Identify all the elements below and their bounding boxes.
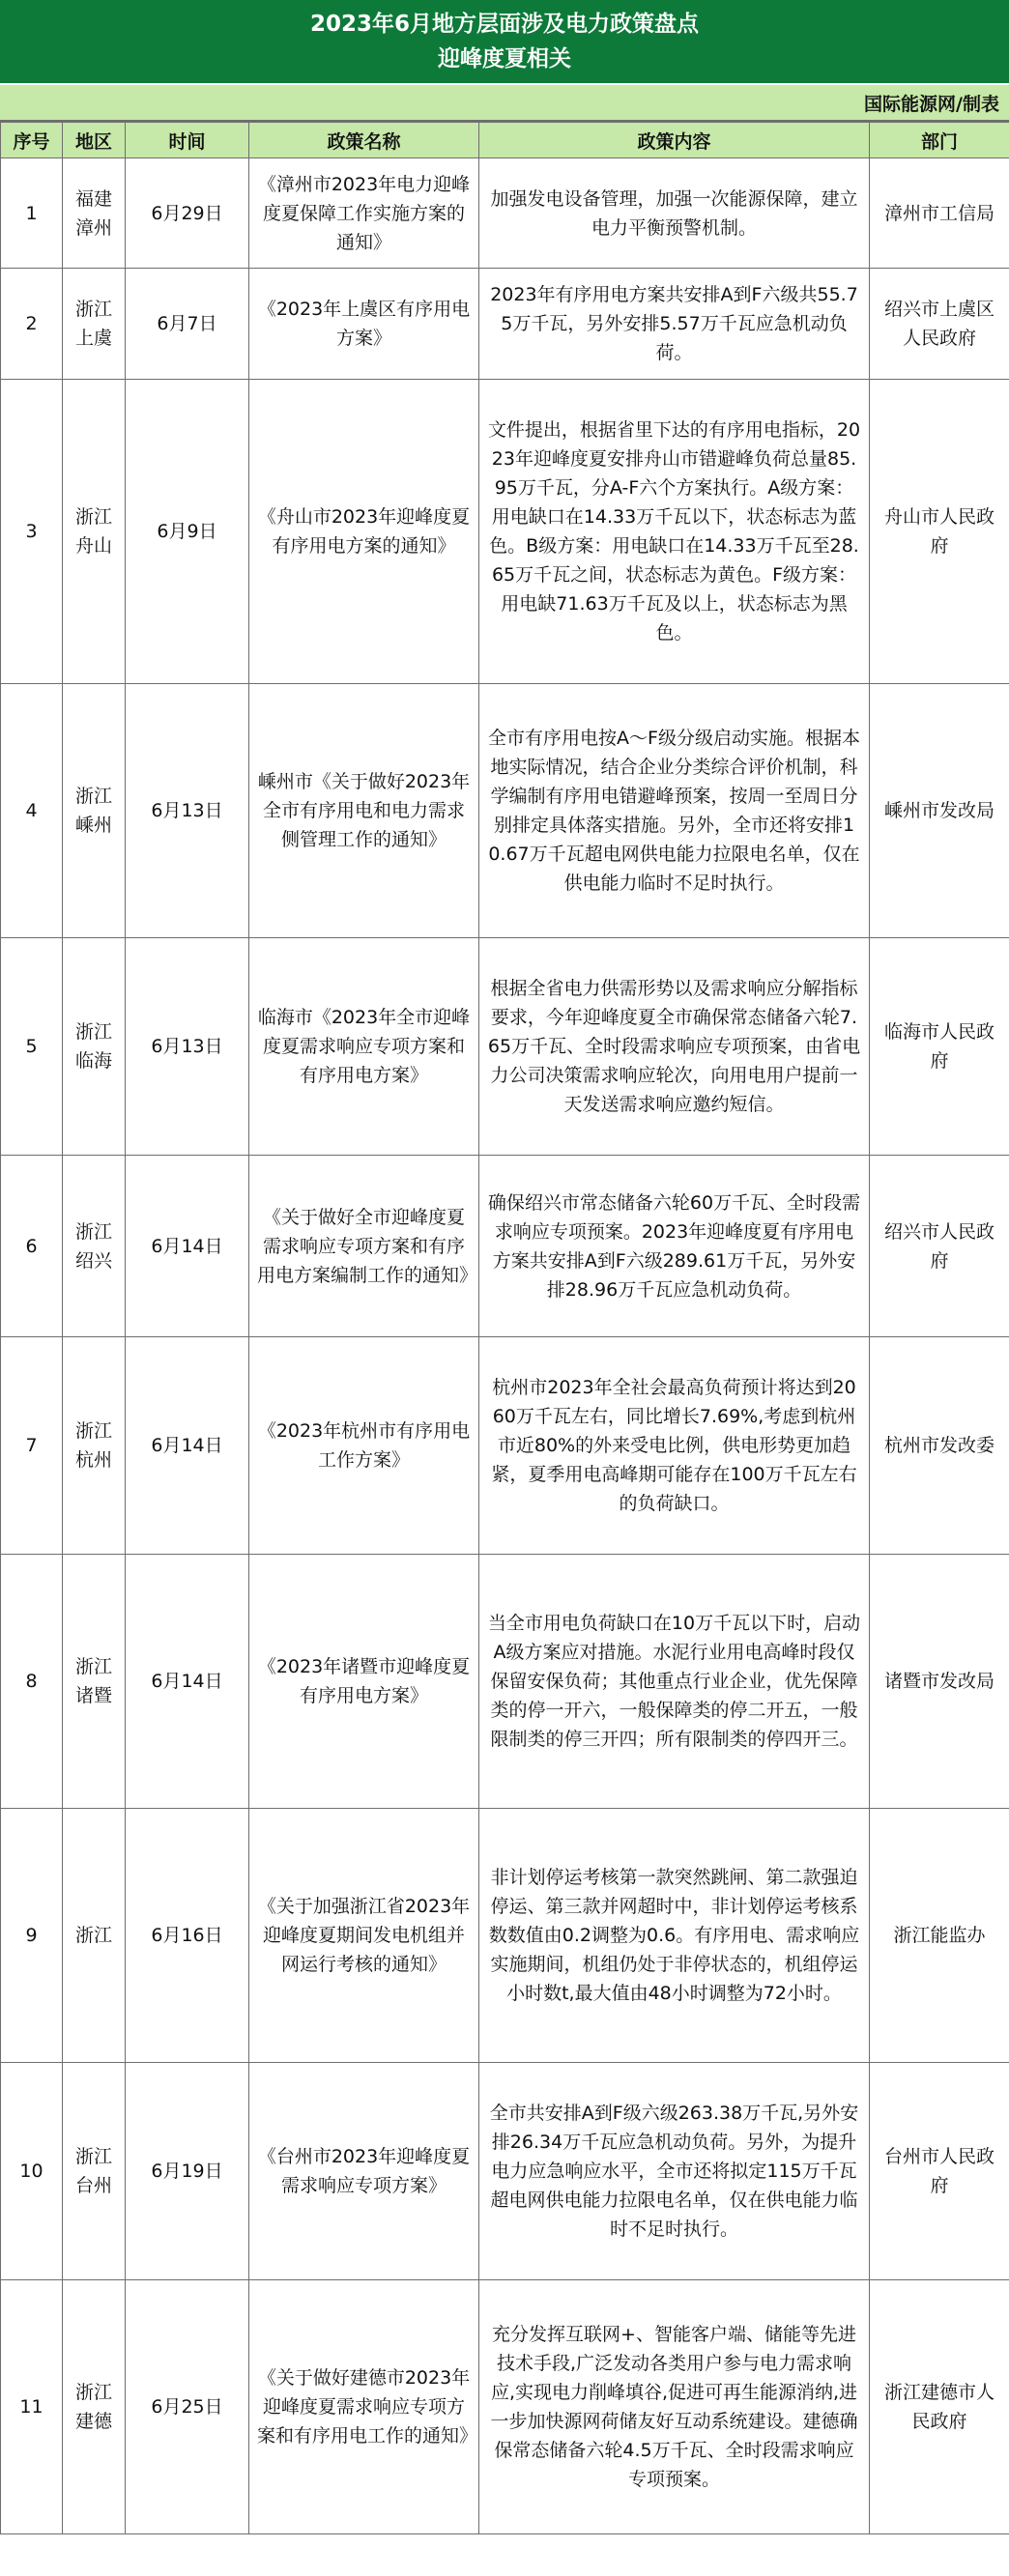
title-banner [0,0,1009,85]
cell-content: 杭州市2023年全社会最高负荷预计将达到2060万千瓦左右，同比增长7.69%,考虑到杭州市近80%的外来受电比例，供电形势更加趋紧，夏季用电高峰期可能存在100万千瓦左右的负荷缺口。 [479,1337,870,1555]
table-row [1,158,1009,269]
cell-date: 6月13日 [126,684,249,938]
cell-date: 6月29日 [126,158,249,269]
source-credit: 国际能源网/制表 [864,93,999,115]
cell-no: 7 [1,1337,63,1555]
table-header-row [1,123,1009,158]
cell-region: 浙江绍兴 [63,1156,126,1337]
cell-no: 8 [1,1555,63,1809]
policy-table [0,122,1009,2534]
table-row [1,2280,1009,2534]
cell-content: 确保绍兴市常态储备六轮60万千瓦、全时段需求响应专项预案。2023年迎峰度夏有序用电方案共安排A到F六级289.61万千瓦，另外安排28.96万千瓦应急机动负荷。 [479,1156,870,1337]
page-title: 2023年6月地方层面涉及电力政策盘点 [309,12,700,37]
cell-region: 浙江诸暨 [63,1555,126,1809]
cell-content: 当全市用电负荷缺口在10万千瓦以下时，启动A级方案应对措施。水泥行业用电高峰时段仅保留安保负荷；其他重点行业企业，优先保障类的停一开六，一般保障类的停二开五，一般限制类的停三开四；所有限制类的停四开三。 [479,1555,870,1809]
cell-region: 浙江 [63,1809,126,2063]
cell-name: 《关于加强浙江省2023年迎峰度夏期间发电机组并网运行考核的通知》 [249,1809,479,2063]
cell-name: 《2023年诸暨市迎峰度夏有序用电方案》 [249,1555,479,1809]
source-bar [0,85,1009,122]
table-body [1,158,1009,2534]
cell-region: 浙江嵊州 [63,684,126,938]
cell-no: 1 [1,158,63,269]
cell-content: 根据全省电力供需形势以及需求响应分解指标要求，今年迎峰度夏全市确保常态储备六轮7.65万千瓦、全时段需求响应专项预案，由省电力公司决策需求响应轮次，向用电用户提前一天发送需求响应邀约短信。 [479,938,870,1156]
cell-dept: 台州市人民政府 [870,2063,1009,2280]
cell-region: 浙江舟山 [63,380,126,684]
cell-content: 2023年有序用电方案共安排A到F六级共55.75万千瓦，另外安排5.57万千瓦应急机动负荷。 [479,269,870,380]
column-header-content: 政策内容 [479,123,870,158]
cell-dept: 漳州市工信局 [870,158,1009,269]
cell-region: 浙江临海 [63,938,126,1156]
cell-date: 6月7日 [126,269,249,380]
cell-date: 6月19日 [126,2063,249,2280]
cell-dept: 嵊州市发改局 [870,684,1009,938]
cell-content: 全市共安排A到F级六级263.38万千瓦,另外安排26.34万千瓦应急机动负荷。另外，为提升电力应急响应水平，全市还将拟定115万千瓦超电网供电能力拉限电名单，仅在供电能力临时不足时执行。 [479,2063,870,2280]
cell-region: 福建漳州 [63,158,126,269]
cell-date: 6月14日 [126,1156,249,1337]
cell-no: 2 [1,269,63,380]
cell-date: 6月13日 [126,938,249,1156]
table-row [1,1555,1009,1809]
cell-region: 浙江台州 [63,2063,126,2280]
cell-date: 6月14日 [126,1555,249,1809]
cell-region: 浙江杭州 [63,1337,126,1555]
table-row [1,269,1009,380]
cell-content: 全市有序用电按A～F级分级启动实施。根据本地实际情况，结合企业分类综合评价机制，科学编制有序用电错避峰预案，按周一至周日分别排定具体落实措施。另外，全市还将安排10.67万千瓦超电网供电能力拉限电名单，仅在供电能力临时不足时执行。 [479,684,870,938]
cell-content: 加强发电设备管理，加强一次能源保障，建立电力平衡预警机制。 [479,158,870,269]
cell-name: 《舟山市2023年迎峰度夏有序用电方案的通知》 [249,380,479,684]
cell-name: 《2023年杭州市有序用电工作方案》 [249,1337,479,1555]
table-row [1,938,1009,1156]
column-header-name: 政策名称 [249,123,479,158]
cell-region: 浙江建德 [63,2280,126,2534]
cell-date: 6月14日 [126,1337,249,1555]
cell-dept: 临海市人民政府 [870,938,1009,1156]
cell-no: 10 [1,2063,63,2280]
cell-content: 非计划停运考核第一款突然跳闸、第二款强迫停运、第三款并网超时中，非计划停运考核系数数值由0.2调整为0.6。有序用电、需求响应实施期间，机组仍处于非停状态的，机组停运小时数t,最大值由48小时调整为72小时。 [479,1809,870,2063]
cell-dept: 绍兴市上虞区人民政府 [870,269,1009,380]
cell-name: 《漳州市2023年电力迎峰度夏保障工作实施方案的通知》 [249,158,479,269]
table-row [1,684,1009,938]
cell-name: 临海市《2023年全市迎峰度夏需求响应专项方案和有序用电方案》 [249,938,479,1156]
cell-content: 文件提出，根据省里下达的有序用电指标，2023年迎峰度夏安排舟山市错避峰负荷总量85.95万千瓦，分A-F六个方案执行。A级方案：用电缺口在14.33万千瓦以下，状态标志为蓝色。B级方案：用电缺口在14.33万千瓦至28.65万千瓦之间，状态标志为黄色。F级方案：用电缺71.63万千瓦及以上，状态标志为黑色。 [479,380,870,684]
column-header-region: 地区 [63,123,126,158]
cell-dept: 诸暨市发改局 [870,1555,1009,1809]
page-subtitle: 迎峰度夏相关 [438,46,571,72]
cell-name: 《关于做好全市迎峰度夏需求响应专项方案和有序用电方案编制工作的通知》 [249,1156,479,1337]
cell-date: 6月9日 [126,380,249,684]
cell-name: 《2023年上虞区有序用电方案》 [249,269,479,380]
cell-dept: 浙江建德市人民政府 [870,2280,1009,2534]
table-row [1,1809,1009,2063]
table-row [1,380,1009,684]
column-header-no: 序号 [1,123,63,158]
cell-date: 6月25日 [126,2280,249,2534]
cell-name: 嵊州市《关于做好2023年全市有序用电和电力需求侧管理工作的通知》 [249,684,479,938]
cell-dept: 浙江能监办 [870,1809,1009,2063]
cell-date: 6月16日 [126,1809,249,2063]
cell-name: 《关于做好建德市2023年迎峰度夏需求响应专项方案和有序用电工作的通知》 [249,2280,479,2534]
cell-region: 浙江上虞 [63,269,126,380]
cell-no: 6 [1,1156,63,1337]
column-header-date: 时间 [126,123,249,158]
table-row [1,1337,1009,1555]
cell-no: 11 [1,2280,63,2534]
cell-dept: 绍兴市人民政府 [870,1156,1009,1337]
cell-no: 5 [1,938,63,1156]
cell-dept: 杭州市发改委 [870,1337,1009,1555]
column-header-dept: 部门 [870,123,1009,158]
cell-no: 4 [1,684,63,938]
table-row [1,1156,1009,1337]
cell-no: 9 [1,1809,63,2063]
cell-content: 充分发挥互联网+、智能客户端、储能等先进技术手段,广泛发动各类用户参与电力需求响应,实现电力削峰填谷,促进可再生能源消纳,进一步加快源网荷储友好互动系统建设。建德确保常态储备六轮4.5万千瓦、全时段需求响应专项预案。 [479,2280,870,2534]
table-row [1,2063,1009,2280]
cell-no: 3 [1,380,63,684]
cell-dept: 舟山市人民政府 [870,380,1009,684]
cell-name: 《台州市2023年迎峰度夏需求响应专项方案》 [249,2063,479,2280]
